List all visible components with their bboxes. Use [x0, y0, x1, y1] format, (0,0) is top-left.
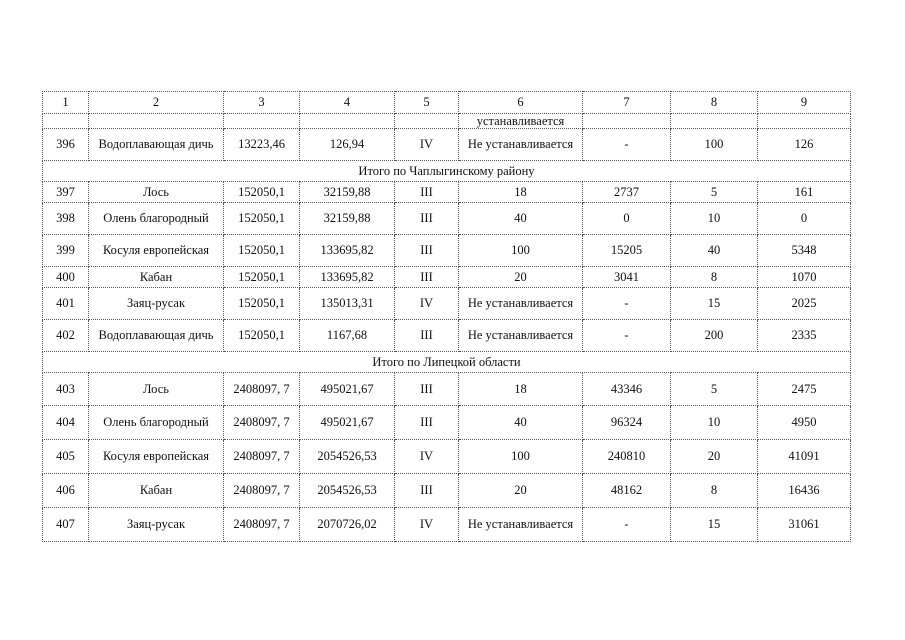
row-number: 406	[43, 474, 89, 508]
row-number: 403	[43, 373, 89, 406]
table-cell: 5	[671, 182, 758, 203]
continuation-row	[43, 114, 851, 129]
table-row	[43, 406, 851, 440]
table-cell: 10	[671, 203, 758, 235]
table-cell: IV	[395, 129, 459, 161]
table-row	[43, 235, 851, 267]
table-cell: 240810	[583, 440, 671, 474]
row-number: 400	[43, 267, 89, 288]
table-row	[43, 320, 851, 352]
table-row	[43, 373, 851, 406]
table-cell: 200	[671, 320, 758, 352]
table-cell: 2335	[758, 320, 851, 352]
row-number: 404	[43, 406, 89, 440]
row-number: 399	[43, 235, 89, 267]
table-cell: устанавливается	[459, 114, 583, 129]
table-cell: 32159,88	[300, 203, 395, 235]
table-row	[43, 508, 851, 542]
subtotal-label: Итого по Чаплыгинскому району	[43, 161, 851, 182]
table-cell: 8	[671, 267, 758, 288]
table-cell: 2025	[758, 288, 851, 320]
table-row	[43, 288, 851, 320]
table-cell: 20	[671, 440, 758, 474]
table-cell: 152050,1	[224, 288, 300, 320]
table-cell: 13223,46	[224, 129, 300, 161]
table-cell: 5	[671, 373, 758, 406]
empty-cell	[583, 114, 671, 129]
table-cell: 100	[459, 235, 583, 267]
header-cell: 3	[224, 92, 300, 114]
table-cell: III	[395, 373, 459, 406]
table-row	[43, 182, 851, 203]
table-cell: 2737	[583, 182, 671, 203]
row-number: 407	[43, 508, 89, 542]
table-cell: Не устанавливается	[459, 288, 583, 320]
table-cell: 126	[758, 129, 851, 161]
table-cell: 133695,82	[300, 235, 395, 267]
table-cell: 135013,31	[300, 288, 395, 320]
species-name: Заяц-русак	[89, 288, 224, 320]
table-cell: 18	[459, 182, 583, 203]
table-cell: -	[583, 320, 671, 352]
header-cell: 4	[300, 92, 395, 114]
table-cell: 20	[459, 267, 583, 288]
table-cell: 1070	[758, 267, 851, 288]
table-cell: 2054526,53	[300, 440, 395, 474]
species-name: Заяц-русак	[89, 508, 224, 542]
subtotal-label: Итого по Липецкой области	[43, 352, 851, 373]
table-cell: 15	[671, 288, 758, 320]
table-cell: 15205	[583, 235, 671, 267]
table-cell: 1167,68	[300, 320, 395, 352]
table-cell: 5348	[758, 235, 851, 267]
species-name: Олень благородный	[89, 406, 224, 440]
row-number: 405	[43, 440, 89, 474]
table-cell: 2070726,02	[300, 508, 395, 542]
table-cell: III	[395, 320, 459, 352]
table-row	[43, 129, 851, 161]
header-cell: 2	[89, 92, 224, 114]
table-header-row	[43, 92, 851, 114]
table-cell: 2054526,53	[300, 474, 395, 508]
header-cell: 6	[459, 92, 583, 114]
table-cell: 18	[459, 373, 583, 406]
header-cell: 1	[43, 92, 89, 114]
table-cell: 100	[459, 440, 583, 474]
table-cell: 32159,88	[300, 182, 395, 203]
header-cell: 8	[671, 92, 758, 114]
table-cell: 2408097, 7	[224, 373, 300, 406]
table-cell: IV	[395, 508, 459, 542]
table-cell: 43346	[583, 373, 671, 406]
table-cell: -	[583, 288, 671, 320]
table-cell: 2408097, 7	[224, 440, 300, 474]
species-name: Косуля европейская	[89, 235, 224, 267]
species-name: Водоплавающая дичь	[89, 129, 224, 161]
species-name: Косуля европейская	[89, 440, 224, 474]
row-number: 402	[43, 320, 89, 352]
empty-cell	[224, 114, 300, 129]
table-cell: -	[583, 129, 671, 161]
table-cell: 41091	[758, 440, 851, 474]
table-cell: III	[395, 474, 459, 508]
table-cell: 0	[758, 203, 851, 235]
table-cell: 495021,67	[300, 373, 395, 406]
header-cell: 7	[583, 92, 671, 114]
table-cell: III	[395, 203, 459, 235]
table-cell: -	[583, 508, 671, 542]
table-cell: 31061	[758, 508, 851, 542]
table-cell: 20	[459, 474, 583, 508]
species-name: Олень благородный	[89, 203, 224, 235]
table-cell: III	[395, 235, 459, 267]
empty-cell	[671, 114, 758, 129]
subtotal-row	[43, 161, 851, 182]
table-cell: 2408097, 7	[224, 474, 300, 508]
row-number: 398	[43, 203, 89, 235]
species-name: Лось	[89, 182, 224, 203]
table-cell: 8	[671, 474, 758, 508]
table-cell: Не устанавливается	[459, 508, 583, 542]
table-cell: 152050,1	[224, 182, 300, 203]
table-cell: 15	[671, 508, 758, 542]
table-cell: 48162	[583, 474, 671, 508]
table-cell: Не устанавливается	[459, 129, 583, 161]
row-number: 396	[43, 129, 89, 161]
empty-cell	[43, 114, 89, 129]
table-cell: 495021,67	[300, 406, 395, 440]
empty-cell	[300, 114, 395, 129]
table-cell: 2475	[758, 373, 851, 406]
table-cell: 40	[459, 203, 583, 235]
table-cell: 126,94	[300, 129, 395, 161]
table-cell: 152050,1	[224, 235, 300, 267]
table-cell: 133695,82	[300, 267, 395, 288]
table-cell: 16436	[758, 474, 851, 508]
table-cell: 10	[671, 406, 758, 440]
table-cell: 96324	[583, 406, 671, 440]
table-cell: III	[395, 182, 459, 203]
table-cell: 40	[671, 235, 758, 267]
table-row	[43, 267, 851, 288]
header-cell: 5	[395, 92, 459, 114]
hunting-resources-table	[42, 91, 851, 542]
table-cell: IV	[395, 440, 459, 474]
table-cell: 152050,1	[224, 203, 300, 235]
table-cell: 161	[758, 182, 851, 203]
empty-cell	[758, 114, 851, 129]
table-cell: III	[395, 267, 459, 288]
row-number: 401	[43, 288, 89, 320]
table-cell: 0	[583, 203, 671, 235]
empty-cell	[395, 114, 459, 129]
species-name: Кабан	[89, 267, 224, 288]
species-name: Кабан	[89, 474, 224, 508]
table-cell: 3041	[583, 267, 671, 288]
species-name: Лось	[89, 373, 224, 406]
table-row	[43, 203, 851, 235]
table-cell: 2408097, 7	[224, 406, 300, 440]
table-cell: 2408097, 7	[224, 508, 300, 542]
row-number: 397	[43, 182, 89, 203]
empty-cell	[89, 114, 224, 129]
table-cell: IV	[395, 288, 459, 320]
table-row	[43, 440, 851, 474]
header-cell: 9	[758, 92, 851, 114]
table-cell: 40	[459, 406, 583, 440]
table-cell: 100	[671, 129, 758, 161]
species-name: Водоплавающая дичь	[89, 320, 224, 352]
table-row	[43, 474, 851, 508]
table-cell: III	[395, 406, 459, 440]
table-cell: 152050,1	[224, 320, 300, 352]
subtotal-row	[43, 352, 851, 373]
table-cell: 4950	[758, 406, 851, 440]
table-cell: 152050,1	[224, 267, 300, 288]
table-cell: Не устанавливается	[459, 320, 583, 352]
